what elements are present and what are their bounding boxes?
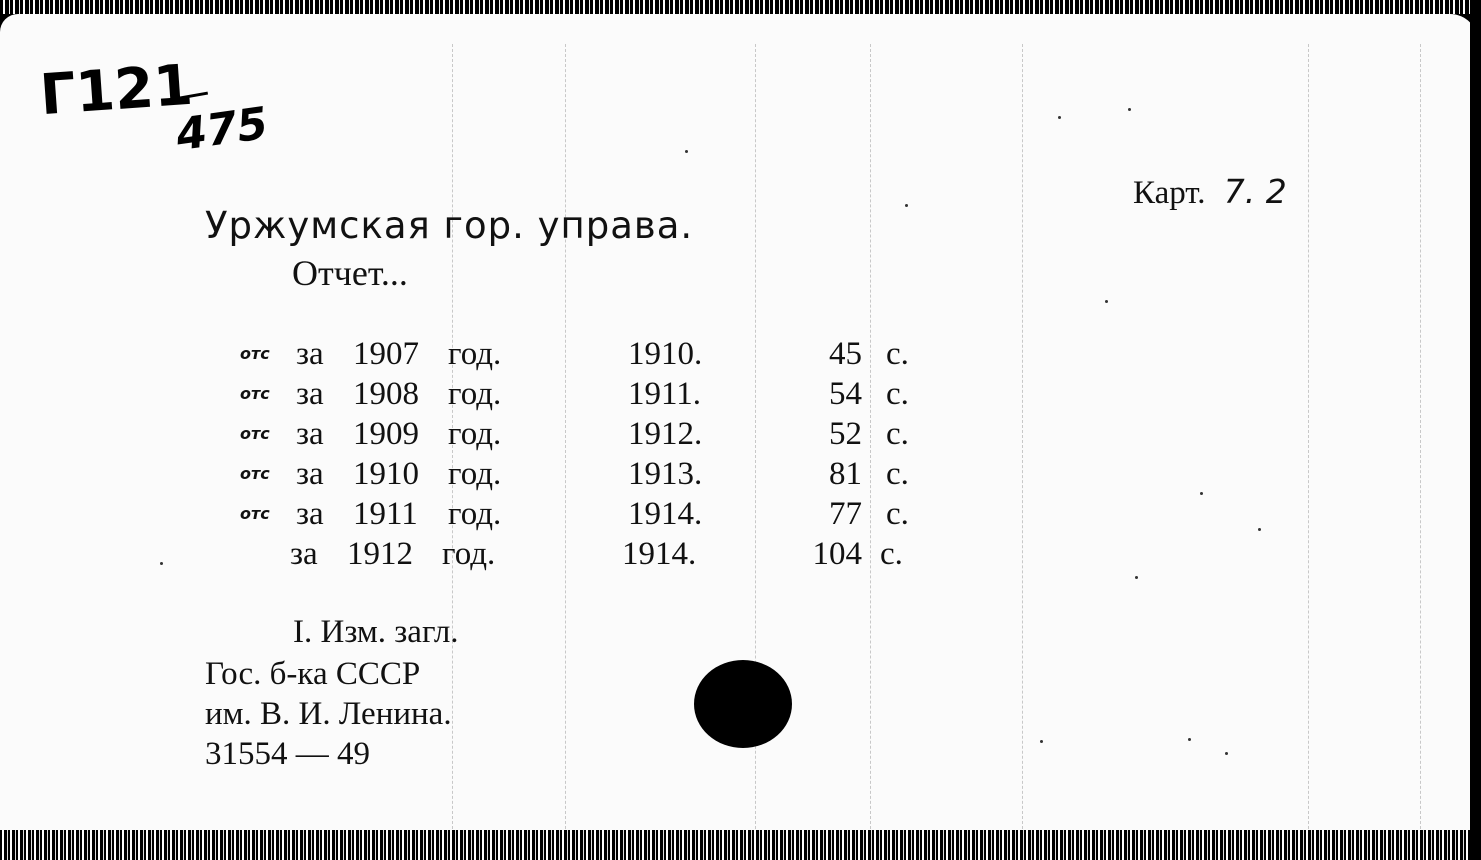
- report-row-pages: 52: [829, 416, 862, 452]
- speck: [160, 562, 163, 565]
- report-row-year: 1909: [353, 416, 419, 452]
- report-row: [0, 456, 960, 496]
- speck: [1200, 492, 1203, 495]
- report-row-mark: отс: [240, 344, 270, 363]
- footer-library: Гос. б-ка СССР: [205, 656, 421, 692]
- report-row-word: год.: [448, 336, 502, 372]
- report-row-prefix: за: [290, 536, 318, 572]
- fold-line: [1308, 44, 1309, 834]
- report-row-pub-year: 1914.: [628, 496, 703, 532]
- punch-hole: [694, 660, 792, 748]
- speck: [1188, 738, 1191, 741]
- fold-line: [1420, 44, 1421, 834]
- speck: [1258, 528, 1261, 531]
- report-row-unit: с.: [886, 416, 909, 452]
- report-row: [0, 336, 960, 376]
- report-row-year: 1907: [353, 336, 419, 372]
- report-row-unit: с.: [886, 496, 909, 532]
- card-subtitle: Отчет...: [292, 253, 408, 293]
- report-row-pages: 77: [829, 496, 862, 532]
- report-row: [0, 536, 960, 576]
- catalog-card: [0, 14, 1478, 838]
- report-row-word: год.: [448, 496, 502, 532]
- report-row-year: 1912: [347, 536, 413, 572]
- speck: [905, 204, 908, 207]
- report-row-year: 1910: [353, 456, 419, 492]
- report-row-mark: отс: [240, 504, 270, 523]
- report-row-year: 1908: [353, 376, 419, 412]
- report-row-unit: с.: [886, 376, 909, 412]
- bottom-scan-edge: [0, 830, 1481, 860]
- report-row-pages: 54: [829, 376, 862, 412]
- report-row-pages: 45: [829, 336, 862, 372]
- fold-line: [1022, 44, 1023, 834]
- report-row-pub-year: 1910.: [628, 336, 703, 372]
- speck: [1058, 116, 1061, 119]
- footer-note: I. Изм. загл.: [293, 614, 459, 650]
- report-row-pages: 81: [829, 456, 862, 492]
- report-row-mark: отс: [240, 464, 270, 483]
- speck: [1128, 108, 1131, 111]
- report-row-word: год.: [448, 416, 502, 452]
- report-row-prefix: за: [296, 416, 324, 452]
- card-number: [1133, 172, 1287, 212]
- card-title: Уржумская гор. управа.: [205, 204, 694, 247]
- report-row-mark: отс: [240, 424, 270, 443]
- footer-print-code: 31554 — 49: [205, 736, 370, 772]
- report-row-prefix: за: [296, 336, 324, 372]
- report-row-unit: с.: [886, 456, 909, 492]
- report-row-word: год.: [448, 376, 502, 412]
- report-row-unit: с.: [880, 536, 903, 572]
- speck: [1225, 752, 1228, 755]
- report-row-pub-year: 1911.: [628, 376, 702, 412]
- report-row-word: год.: [448, 456, 502, 492]
- card-number-label: Карт.: [1133, 175, 1206, 211]
- card-number-value: 7. 2: [1223, 172, 1287, 211]
- report-row: [0, 416, 960, 456]
- report-row-prefix: за: [296, 376, 324, 412]
- handwritten-shelfmark: Г121: [37, 52, 195, 129]
- report-row-word: год.: [442, 536, 496, 572]
- report-row-prefix: за: [296, 496, 324, 532]
- speck: [1135, 576, 1138, 579]
- report-row: [0, 376, 960, 416]
- footer-library-name: им. В. И. Ленина.: [205, 696, 452, 732]
- handwritten-number: 475: [172, 97, 271, 162]
- report-row-mark: отс: [240, 384, 270, 403]
- report-row-pub-year: 1913.: [628, 456, 703, 492]
- speck: [1040, 740, 1043, 743]
- report-row-year: 1911: [353, 496, 418, 532]
- right-scan-edge: [1470, 0, 1481, 860]
- top-scan-edge: [0, 0, 1481, 14]
- report-row-pub-year: 1912.: [628, 416, 703, 452]
- report-row-pages: 104: [812, 536, 862, 572]
- speck: [685, 150, 688, 153]
- report-row-unit: с.: [886, 336, 909, 372]
- report-row: [0, 496, 960, 536]
- speck: [1105, 300, 1108, 303]
- report-row-pub-year: 1914.: [622, 536, 697, 572]
- report-row-prefix: за: [296, 456, 324, 492]
